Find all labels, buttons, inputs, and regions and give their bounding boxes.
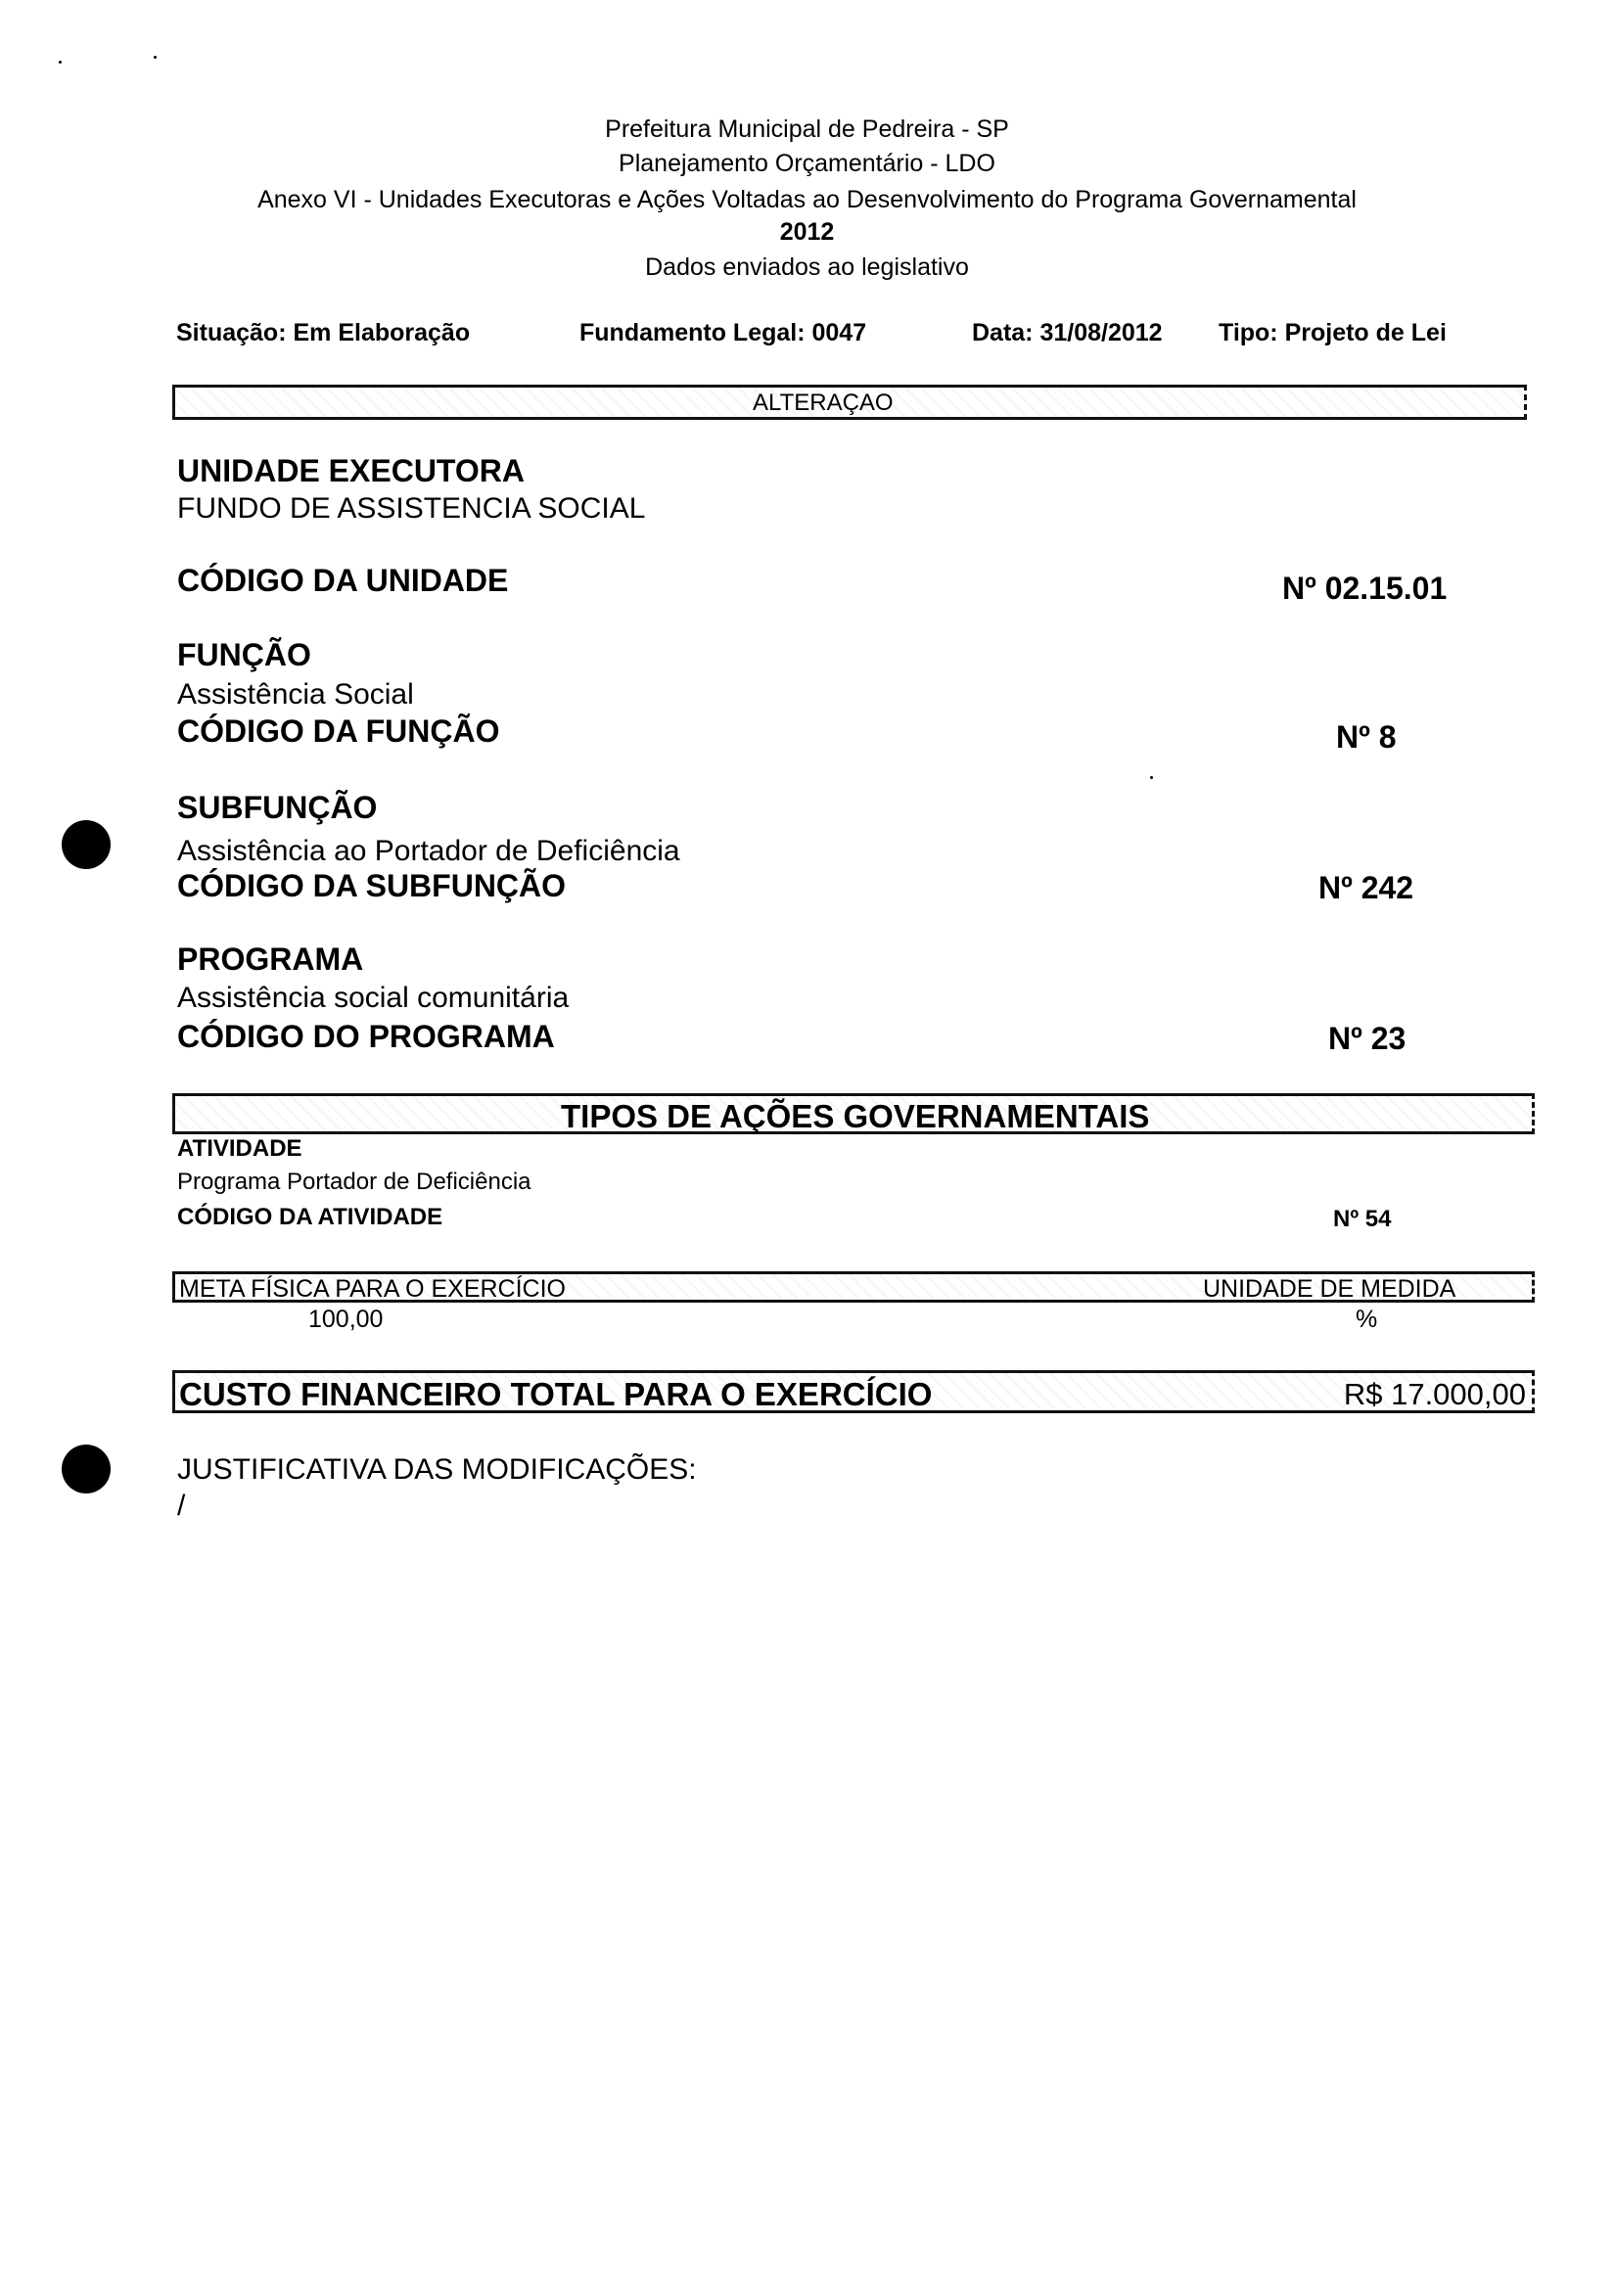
programa-code-label: CÓDIGO DO PROGRAMA <box>177 1019 555 1054</box>
meta-fisica-label: META FÍSICA PARA O EXERCÍCIO <box>179 1275 566 1303</box>
tipo: Tipo: Projeto de Lei <box>1219 319 1447 346</box>
tipos-acoes-bar <box>172 1093 1535 1134</box>
justificativa-label: JUSTIFICATIVA DAS MODIFICAÇÕES: <box>177 1453 697 1486</box>
atividade-value: Programa Portador de Deficiência <box>177 1169 531 1195</box>
subfuncao-code: Nº 242 <box>1318 870 1414 905</box>
atividade-label: ATIVIDADE <box>177 1135 302 1162</box>
alteracao-bar <box>172 385 1527 420</box>
subfuncao-code-label: CÓDIGO DA SUBFUNÇÃO <box>177 868 567 903</box>
scan-speck <box>154 56 157 59</box>
funcao-label: FUNÇÃO <box>177 637 311 672</box>
unidade-medida-value: % <box>1356 1306 1378 1333</box>
header-planning: Planejamento Orçamentário - LDO <box>619 150 995 177</box>
unidade-label: UNIDADE EXECUTORA <box>177 453 525 488</box>
atividade-code-label: CÓDIGO DA ATIVIDADE <box>177 1204 443 1230</box>
alteracao-label: ALTERAÇAO <box>753 390 894 416</box>
subfuncao-value: Assistência ao Portador de Deficiência <box>177 835 680 867</box>
unidade-code: Nº 02.15.01 <box>1282 571 1448 606</box>
custo-financeiro-bar <box>172 1370 1535 1413</box>
funcao-code: Nº 8 <box>1336 719 1397 755</box>
unidade-value: FUNDO DE ASSISTENCIA SOCIAL <box>177 492 646 525</box>
custo-financeiro-value: R$ 17.000,00 <box>1343 1377 1526 1411</box>
programa-value: Assistência social comunitária <box>177 982 570 1014</box>
punch-hole <box>62 1445 111 1493</box>
header-year: 2012 <box>779 218 835 246</box>
meta-fisica-bar <box>172 1271 1535 1303</box>
atividade-code: Nº 54 <box>1333 1206 1392 1232</box>
funcao-value: Assistência Social <box>177 678 414 711</box>
unidade-code-label: CÓDIGO DA UNIDADE <box>177 563 509 598</box>
situacao: Situação: Em Elaboração <box>176 319 471 346</box>
punch-hole <box>62 820 111 869</box>
tipos-acoes-label: TIPOS DE AÇÕES GOVERNAMENTAIS <box>561 1098 1150 1134</box>
programa-code: Nº 23 <box>1328 1021 1406 1056</box>
justificativa-value: / <box>177 1490 186 1522</box>
scan-speck <box>59 61 62 64</box>
programa-label: PROGRAMA <box>177 941 364 977</box>
custo-financeiro-label: CUSTO FINANCEIRO TOTAL PARA O EXERCÍCIO <box>179 1376 933 1412</box>
funcao-code-label: CÓDIGO DA FUNÇÃO <box>177 713 500 749</box>
header-municipality: Prefeitura Municipal de Pedreira - SP <box>605 115 1009 143</box>
meta-fisica-value: 100,00 <box>308 1306 384 1333</box>
subfuncao-label: SUBFUNÇÃO <box>177 790 378 825</box>
fundamento-legal: Fundamento Legal: 0047 <box>579 319 867 346</box>
header-subtitle: Dados enviados ao legislativo <box>645 253 969 281</box>
unidade-medida-label: UNIDADE DE MEDIDA <box>1203 1275 1456 1303</box>
header-annex: Anexo VI - Unidades Executoras e Ações Voltadas ao Desenvolvimento do Programa Governamental <box>257 186 1357 213</box>
scan-speck <box>1150 776 1153 779</box>
data: Data: 31/08/2012 <box>972 319 1163 346</box>
